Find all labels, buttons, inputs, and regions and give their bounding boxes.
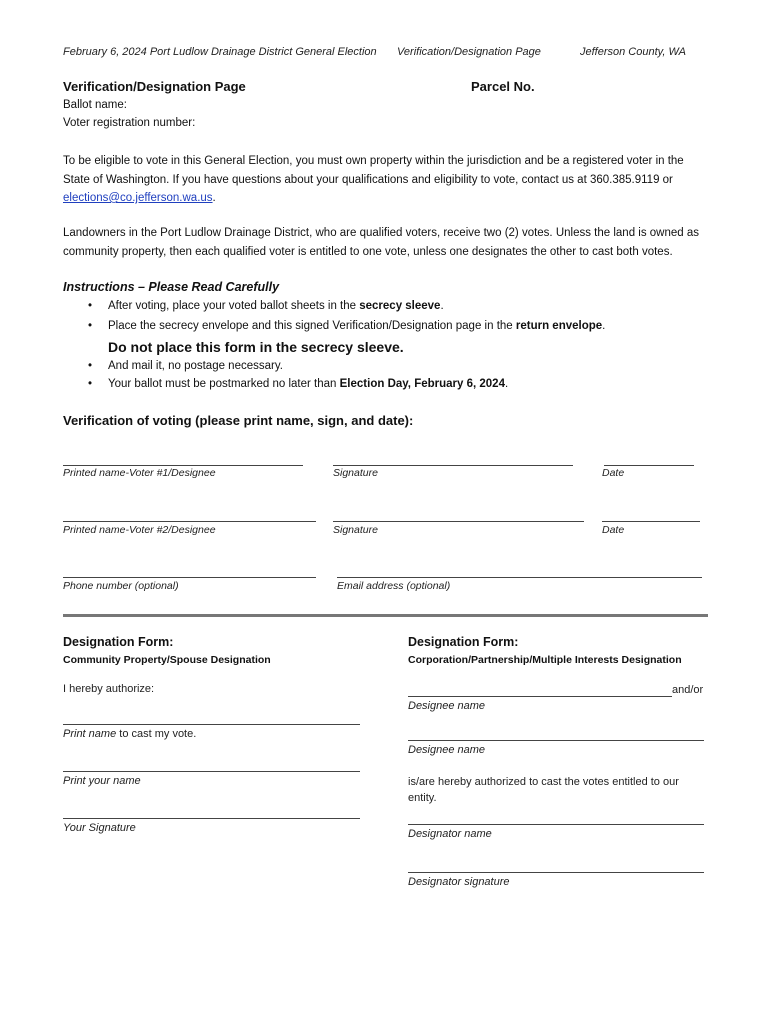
header-election-title: February 6, 2024 Port Ludlow Drainage District General Election xyxy=(63,46,377,58)
instruction-4-end: . xyxy=(504,378,509,390)
andor-label: and/or xyxy=(672,684,704,696)
instruction-2-bold: return envelope xyxy=(515,320,603,332)
instruction-4-text: Your ballot must be postmarked no later than xyxy=(108,378,340,390)
designee2-label: Designee name xyxy=(408,744,486,756)
parcel-label: Parcel No. xyxy=(471,79,535,94)
designee1-line[interactable] xyxy=(408,696,672,697)
ballot-name-label: Ballot name: xyxy=(63,99,127,111)
designee2-line[interactable] xyxy=(408,740,704,741)
phone-line[interactable] xyxy=(63,577,316,578)
bullet-icon: • xyxy=(88,360,93,372)
voter2-date-label: Date xyxy=(602,524,625,536)
voter2-name-label: Printed name-Voter #2/Designee xyxy=(63,524,216,536)
voter2-signature-line[interactable] xyxy=(333,521,584,522)
print-your-name-label: Print your name xyxy=(63,775,141,787)
eligibility-paragraph xyxy=(63,152,713,208)
designator-name-line[interactable] xyxy=(408,824,704,825)
voter2-date-line[interactable] xyxy=(602,521,700,522)
verification-heading: Verification of voting (please print name, sign, and date): xyxy=(63,413,414,428)
designator-signature-label: Designator signature xyxy=(408,876,510,888)
elections-email-link[interactable]: elections@co.jefferson.wa.us xyxy=(63,192,213,204)
phone-label: Phone number (optional) xyxy=(63,580,179,592)
eligibility-end: . xyxy=(212,192,216,204)
designation-right-subtitle: Corporation/Partnership/Multiple Interests Designation xyxy=(408,654,682,666)
authorize-name-line[interactable] xyxy=(63,724,360,725)
instruction-2-end: . xyxy=(602,320,606,332)
email-line[interactable] xyxy=(337,577,702,578)
authorized-text: is/are hereby authorized to cast the votes entitled to our entity. xyxy=(408,776,679,804)
section-divider xyxy=(63,614,708,617)
bullet-icon: • xyxy=(88,320,93,332)
instruction-4-bold: Election Day, February 6, 2024 xyxy=(339,378,505,390)
voter1-name-label: Printed name-Voter #1/Designee xyxy=(63,467,216,479)
instruction-3-text: And mail it, no postage necessary. xyxy=(108,360,283,372)
instruction-1-text: After voting, place your voted ballot sheets in the xyxy=(108,300,360,312)
instruction-1-bold: secrecy sleeve xyxy=(359,300,441,312)
instruction-1-end: . xyxy=(440,300,444,312)
designation-left-title: Designation Form: xyxy=(63,635,174,649)
email-label: Email address (optional) xyxy=(337,580,451,592)
landowners-paragraph: Landowners in the Port Ludlow Drainage District, who are qualified voters, receive two (2) votes. Unless the land is owned as community property, then each qualified voter is entitled to one vote, unless one designates the other to cast both votes. xyxy=(63,227,700,258)
print-name-rest: to cast my vote. xyxy=(116,728,197,740)
designator-signature-line[interactable] xyxy=(408,872,704,873)
bullet-icon: • xyxy=(88,378,93,390)
voter2-signature-label: Signature xyxy=(333,524,378,536)
designator-name-label: Designator name xyxy=(408,828,492,840)
voter1-signature-label: Signature xyxy=(333,467,378,479)
voter1-name-line[interactable] xyxy=(63,465,303,466)
instructions-heading: Instructions – Please Read Carefully xyxy=(63,280,280,294)
header-page-name: Verification/Designation Page xyxy=(397,46,541,58)
your-signature-line[interactable] xyxy=(63,818,360,819)
voter2-name-line[interactable] xyxy=(63,521,316,522)
designation-right-title: Designation Form: xyxy=(408,635,519,649)
page-title: Verification/Designation Page xyxy=(63,79,246,94)
voter-registration-label: Voter registration number: xyxy=(63,117,196,129)
designee1-label: Designee name xyxy=(408,700,486,712)
instruction-2-text: Place the secrecy envelope and this signed Verification/Designation page in the xyxy=(108,320,516,332)
your-signature-label: Your Signature xyxy=(63,822,136,834)
print-name-caption xyxy=(63,728,196,740)
secrecy-warning: Do not place this form in the secrecy sleeve. xyxy=(108,339,404,355)
header-county: Jefferson County, WA xyxy=(580,46,686,58)
eligibility-text: To be eligible to vote in this General Election, you must own property within the jurisdiction and be a registered voter in the State of Washington. If you have questions about your qualifications and eligibility to vote, contact us at 360.385.9119 or xyxy=(63,155,684,186)
print-your-name-line[interactable] xyxy=(63,771,360,772)
print-name-italic: Print name xyxy=(63,728,117,740)
designation-left-subtitle: Community Property/Spouse Designation xyxy=(63,654,271,666)
voter1-date-line[interactable] xyxy=(604,465,694,466)
bullet-icon: • xyxy=(88,300,93,312)
authorize-label: I hereby authorize: xyxy=(63,683,155,695)
voter1-signature-line[interactable] xyxy=(333,465,573,466)
voter1-date-label: Date xyxy=(602,467,625,479)
